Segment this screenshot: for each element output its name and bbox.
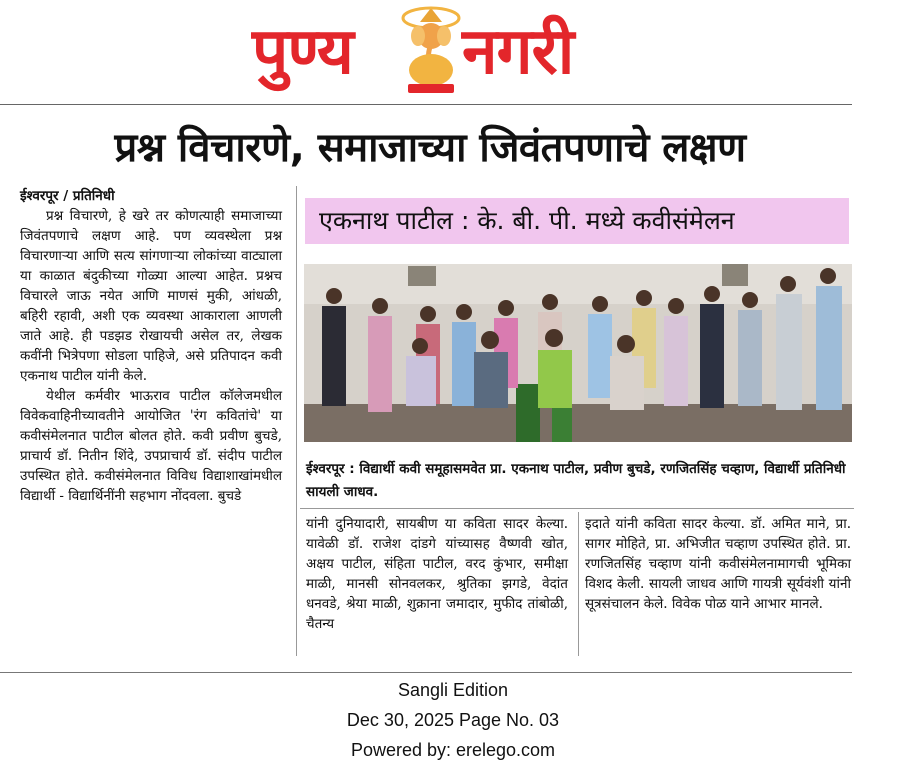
dateline: ईश्वरपूर / प्रतिनिधी [20,188,115,204]
paragraph-1: प्रश्न विचारणे, हे खरे तर कोणत्याही समाजाच्या जिवंतपणाचे लक्षण आहे. पण व्यवस्थेला प्रश्न विचारणाऱ्या आणि सत्य सांगणाऱ्या लोकांच्या वाट्याला या काळात बंदुकीच्या गोळ्या आल्या आहेत. प्रश्नच विचारले जाऊ नयेत आणि माणसं मुकी, आंधळी, बहिरी रहावी, अशी एक व्यवस्था आकाराला आणली जाते आहे. ही पडझड रोखायची असेल तर, लेखक कवींनी भित्रेपणा सोडला पाहिजे, असे प्रतिपादन कवी एकनाथ पाटील यांनी केले. [20,208,282,384]
group-photo-illustration [304,264,852,442]
masthead-divider [0,104,852,105]
left-column [20,186,282,506]
masthead [0,0,906,100]
footer-powered-by: Powered by: erelego.com [350,740,556,760]
column-divider-2 [578,512,579,656]
subheadline: एकनाथ पाटील : के. बी. पी. मध्ये कवीसंमेलन [319,206,735,235]
group-photo [304,264,852,442]
right-column-text: इदाते यांनी कविता सादर केल्या. डॉ. अमित माने, प्रा. सागर मोहिते, प्रा. अभिजीत चव्हाण उपस्थित होते. प्रा. रणजितसिंह चव्हाण यांनी कवीसंमेलनामागची भूमिका विशद केली. सायली जाधव आणि गायत्री सूर्यवंशी यांनी सूत्रसंचालन केले. विवेक पोळ याने आभार मानले. [585,516,851,612]
footer-date-page: Dec 30, 2025 Page No. 03 [346,710,560,730]
ganesh-icon [398,4,464,96]
middle-column-text: यांनी दुनियादारी, सायबीण या कविता सादर केल्या. यावेळी डॉ. राजेश दांडगे यांच्यासह वैष्णवी खोत, अक्षय पाटील, संहिता पाटील, वरद कुंभार, समीक्षा माळी, मानसी सोनवलकर, श्रुतिका झगडे, वेदांत धनवडे, श्रेया माळी, शुक्राना जमादार, मुफीद तांबोळी, चैतन्य [306,516,568,632]
column-divider [296,186,297,656]
photo-caption: ईश्वरपूर : विद्यार्थी कवी समूहासमवेत प्रा. एकनाथ पाटील, प्रवीण बुचडे, रणजितसिंह चव्हाण, विद्यार्थी प्रतिनिधी सायली जाधव. [306,461,846,500]
subheadline-box [305,198,849,244]
caption-divider [300,508,854,509]
masthead-title-left: पुण्य [252,15,353,89]
headline: प्रश्न विचारणे, समाजाच्या जिवंतपणाचे लक्षण [114,125,746,171]
masthead-title-right: नगरी [462,15,574,89]
footer-divider [0,672,852,673]
footer-edition: Sangli Edition [397,680,509,700]
paragraph-2: येथील कर्मवीर भाऊराव पाटील कॉलेजमधील विवेकवाहिनीच्यावतीने आयोजित 'रंग कवितांचे' या कवीसंमेलनात पाटील बोलत होते. कवी प्रवीण बुचडे, प्राचार्य डॉ. नितीन शिंदे, उपप्राचार्य डॉ. संदीप पाटील उपस्थित होते. कवीसंमेलनात विविध विद्याशाखांमधील विद्यार्थी - विद्यार्थिनींनी सहभाग नोंदवला. बुचडे [20,388,282,504]
